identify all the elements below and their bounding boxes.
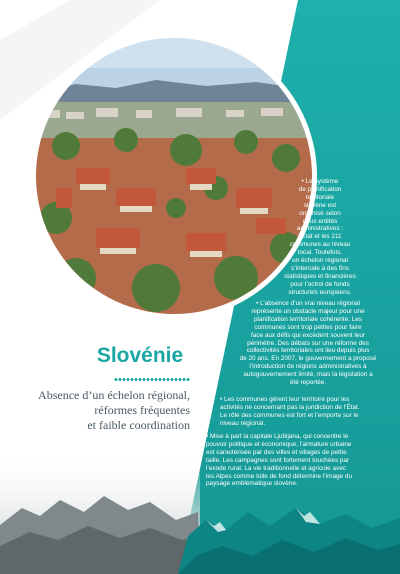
bullet-line: • L’absence d’un vrai niveau régional: [256, 300, 360, 307]
bullet-line: planification territoriale cohérente. Les: [254, 315, 362, 323]
bullet-line: face aux défis qui excèdent souvent leur: [250, 331, 366, 339]
bullet-line: Le rôle des communes est fort et l’emporte sur le: [220, 411, 359, 419]
bullet-line: l’exode rural. La vie traditionnelle et agricole avec: [206, 464, 346, 472]
subtitle-line: Absence d’un échelon régional,: [38, 388, 190, 402]
bullet-line: autogouvernement limité, mais la législation a: [243, 371, 373, 379]
bullet-line: un échelon régional: [292, 257, 348, 265]
bullet-line: communes sont trop petites pour faire: [254, 323, 362, 331]
bullet-line: les Alpes comme toile de fond détermine l’image du: [206, 472, 352, 480]
bullet-line: de 20 ans. En 2007, le gouvernement a proposé: [239, 355, 377, 363]
bullet-line: communes au niveau: [289, 241, 351, 249]
bullet-line: • Le système: [301, 178, 339, 185]
dotted-divider: [114, 378, 190, 381]
bullet-planning-system: [262, 178, 378, 297]
bullet-line: de planification: [298, 185, 342, 193]
bullet-line: administratives :: [296, 225, 344, 233]
bullet-line: statistiques et financières: [284, 272, 356, 280]
bullet-urban-structure: [206, 433, 388, 488]
subtitle-line: et faible coordination: [87, 418, 190, 432]
bullet-line: paysage emblématique slovène.: [206, 480, 298, 488]
subtitle-line: réformes fréquentes: [94, 403, 190, 417]
page-title: Slovénie: [96, 344, 184, 367]
bullet-line: l’État et les 211: [298, 233, 342, 241]
bullet-line: taille. Les campagnes sont fortement touchées par: [206, 456, 350, 464]
bullet-communes: [220, 396, 384, 428]
bullet-line: • Mise à part la capitale Ljubljana, qui concentre le: [206, 433, 349, 440]
bullet-line: local. Toutefois,: [298, 249, 342, 257]
bullet-line: deux entités: [302, 217, 338, 225]
bullet-line: • Les communes gèrent leur territoire pour les: [220, 396, 350, 403]
bullet-line: slovène est: [303, 201, 337, 209]
bullet-line: périmètre. Des débats sur une réforme des: [247, 339, 369, 347]
bullet-regional-level: [236, 300, 380, 387]
bullet-line: est caractérisée par des villes et villages de petite: [206, 448, 347, 456]
bullet-line: territoriale: [305, 193, 335, 201]
bullet-line: représente un obstacle majeur pour une: [251, 307, 365, 315]
bullet-line: l’introduction de régions administratives à: [249, 363, 367, 371]
bullet-line: pour l’octroi de fonds: [290, 280, 350, 288]
bullet-line: collectivités territoriales ont lieu depuis plus: [246, 347, 370, 355]
bullet-line: été reportée.: [289, 379, 327, 387]
bullet-line: s’intercale à des fins: [291, 264, 349, 272]
bullet-line: organisé selon: [299, 209, 341, 217]
bullet-line: structurels européens.: [288, 288, 352, 296]
bullet-line: pouvoir politique et économique, l’armature urbaine: [206, 440, 352, 448]
subtitle: [20, 388, 190, 433]
bullet-line: niveau régional.: [220, 419, 266, 427]
bullet-line: activités ne concernant pas la juridiction de l’État.: [220, 403, 360, 411]
